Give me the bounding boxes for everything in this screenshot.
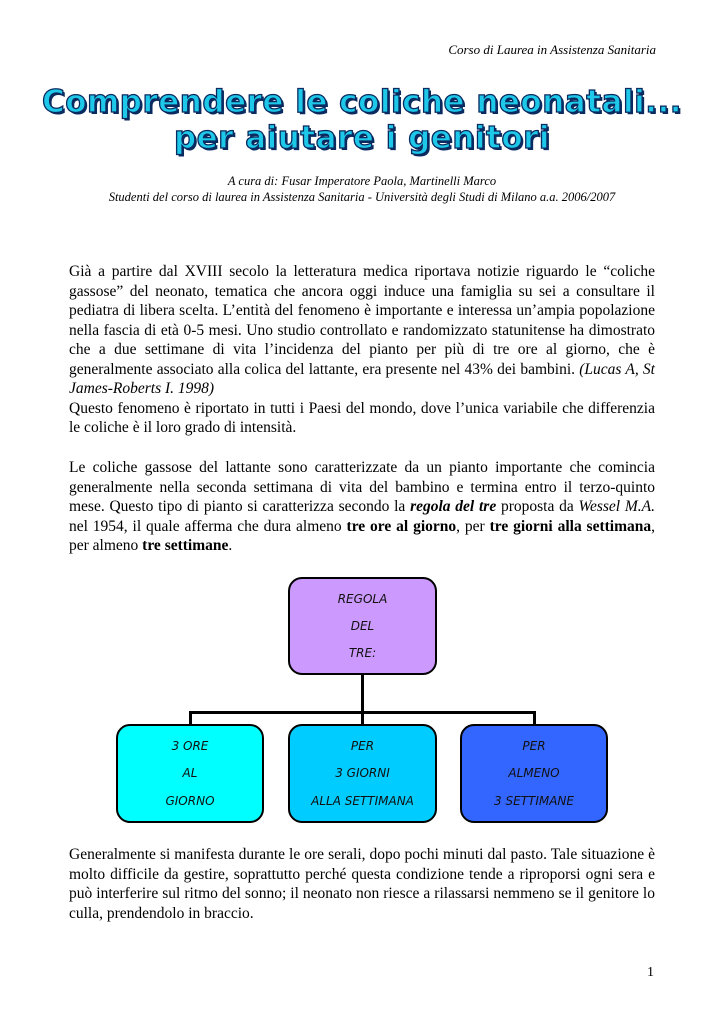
students-line: Studenti del corso di laurea in Assistenza Sanitaria - Università degli Studi di Milano a.a. 2006/2007 xyxy=(108,190,616,204)
connector-vertical-root xyxy=(361,675,364,713)
paragraph-symptoms: Generalmente si manifesta durante le ore serali, dopo pochi minuti dal pasto. Tale situazione è molto difficile da gestire, soprattutto perché questa condizione tende a riproporsi ogni sera e può interferire sul ritmo del sonno; il neonato non riesce a rilassarsi nemmeno se il genitore lo culla, prendendolo in braccio. xyxy=(69,846,655,922)
paragraph-rule: Le coliche gassose del lattante sono caratterizzate da un pianto importante che comincia generalmente nella seconda settimana di vita del bambino e termina entro il terzo-quinto mese. Questo tipo di pianto si caratterizza secondo la regola del tre proposta da Wessel M.A. nel 1954, il quale afferma che dura almeno tre ore al giorno, per tre giorni alla settimana, per almeno tre settimane. xyxy=(69,459,656,554)
course-header: Corso di Laurea in Assistenza Sanitaria xyxy=(448,42,656,57)
title-line-2: per aiutare i genitori xyxy=(173,120,551,156)
paragraph-intro xyxy=(69,262,655,438)
connector-right xyxy=(533,711,536,725)
paragraph-intro-text: Già a partire dal XVIII secolo la letteratura medica riportava notizie riguardo le “coliche gassose” del neonato, tematica che ancora oggi induce una famiglia su sei a consultare il pediatra di libera scelta. L’entità del fenomeno è importante e interessa un’ampia popolazione nella fascia di età 0-5 mesi. Uno studio controllato e randomizzato statunitense ha dimostrato che a due settimane di vita l’incidenza del pianto per più di tre ore al giorno, che è generalmente associato alla colica del lattante, era presente nel 43% dei bambini. (Lucas A, St James-Roberts I. 1998) xyxy=(69,263,655,397)
title-line-1: Comprendere le coliche neonatali... xyxy=(41,84,683,120)
citation: (Lucas A, St James-Roberts I. 1998) xyxy=(69,360,655,397)
rule-box-days: PER 3 GIORNI ALLA SETTIMANA xyxy=(288,724,437,823)
paragraph-intro-text-2: Questo fenomeno è riportato in tutti i Paesi del mondo, dove l’unica variabile che differenzia le coliche è il loro grado di intensità. xyxy=(69,399,655,436)
connector-left xyxy=(189,711,192,725)
rule-root-box: REGOLA DEL TRE: xyxy=(288,577,437,675)
page-number: 1 xyxy=(647,965,654,980)
connector-middle xyxy=(361,711,364,725)
author-name: Wessel M.A. xyxy=(578,498,656,515)
authors-line: A cura di: Fusar Imperatore Paola, Martinelli Marco xyxy=(227,174,497,188)
rule-box-hours: 3 ORE AL GIORNO xyxy=(116,724,264,823)
document-title xyxy=(0,84,724,156)
rule-box-weeks: PER ALMENO 3 SETTIMANE xyxy=(460,724,608,823)
credits xyxy=(0,173,724,205)
rule-of-three-term: regola del tre xyxy=(410,498,497,515)
